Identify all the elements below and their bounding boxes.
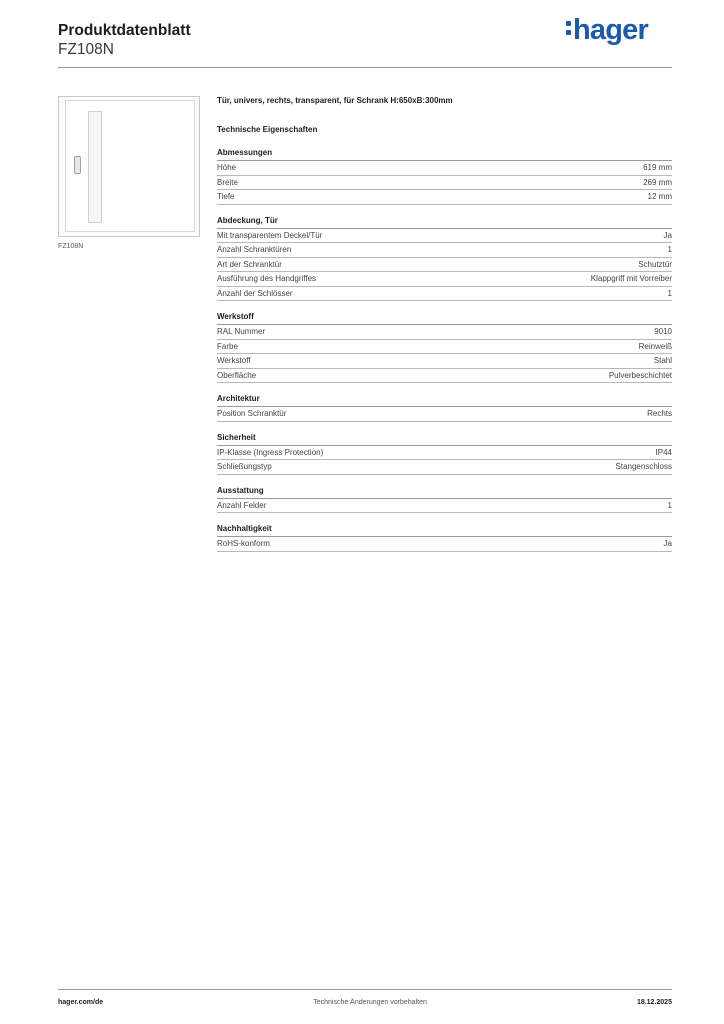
- property-label: Art der Schranktür: [217, 259, 282, 269]
- property-groups: [217, 147, 672, 552]
- property-value: 1: [667, 500, 672, 510]
- group-title: Sicherheit: [217, 432, 672, 446]
- logo-text: hager: [573, 14, 648, 46]
- property-label: RAL Nummer: [217, 327, 266, 336]
- technical-properties-title: Technische Eigenschaften: [217, 125, 318, 134]
- property-label: Tiefe: [217, 192, 235, 201]
- property-value: IP44: [655, 447, 672, 457]
- property-value: Klappgriff mit Vorreiber: [590, 274, 672, 283]
- property-row: [217, 369, 672, 384]
- property-label: Anzahl der Schlösser: [217, 288, 293, 298]
- product-code: FZ108N: [58, 41, 114, 58]
- property-value: Ja: [663, 539, 672, 548]
- image-caption: FZ108N: [58, 243, 84, 250]
- property-group: [217, 215, 672, 302]
- property-row: [217, 460, 672, 475]
- property-label: Breite: [217, 177, 238, 187]
- property-label: Farbe: [217, 341, 238, 351]
- property-row: [217, 446, 672, 461]
- property-row: [217, 176, 672, 191]
- property-label: Position Schranktür: [217, 409, 287, 418]
- property-row: [217, 499, 672, 514]
- property-value: Stangenschloss: [615, 462, 672, 471]
- property-value: Rechts: [647, 409, 672, 418]
- property-group: [217, 523, 672, 552]
- hager-logo: [566, 14, 648, 47]
- property-row: [217, 407, 672, 422]
- property-row: [217, 537, 672, 552]
- group-title: Werkstoff: [217, 311, 672, 325]
- logo-dots-icon: [566, 21, 572, 35]
- header-divider: [58, 67, 672, 68]
- property-label: RoHS-konform: [217, 539, 270, 548]
- door-handle-icon: [74, 156, 81, 174]
- footer-website[interactable]: hager.com/de: [58, 999, 104, 1006]
- document-header: [58, 21, 191, 59]
- group-title: Abmessungen: [217, 147, 672, 161]
- property-row: [217, 272, 672, 287]
- property-label: Werkstoff: [217, 356, 251, 365]
- property-value: 9010: [654, 327, 672, 336]
- group-title: Abdeckung, Tür: [217, 215, 672, 229]
- footer-date: 18.12.2025: [636, 999, 672, 1006]
- group-title: Ausstattung: [217, 485, 672, 499]
- property-row: [217, 243, 672, 258]
- property-label: Mit transparentem Deckel/Tür: [217, 230, 323, 240]
- property-row: [217, 258, 672, 273]
- group-title: Architektur: [217, 393, 672, 407]
- property-label: Anzahl Felder: [217, 500, 267, 510]
- property-label: Schließungstyp: [217, 462, 272, 471]
- property-value: 1: [667, 245, 672, 254]
- property-group: [217, 147, 672, 205]
- property-group: [217, 485, 672, 514]
- property-label: Anzahl Schranktüren: [217, 245, 292, 254]
- document-title: Produktdatenblatt: [58, 22, 191, 39]
- property-label: Höhe: [217, 163, 237, 172]
- property-row: [217, 354, 672, 369]
- property-value: 619 mm: [643, 163, 672, 172]
- property-row: [217, 340, 672, 355]
- property-label: Ausführung des Handgriffes: [217, 274, 317, 283]
- property-value: 1: [667, 288, 672, 298]
- property-label: Oberfläche: [217, 370, 257, 380]
- document-footer: [58, 999, 672, 1006]
- property-group: [217, 432, 672, 475]
- property-value: Pulverbeschichtet: [608, 370, 672, 380]
- datasheet-content: [217, 92, 672, 562]
- product-image: [58, 96, 200, 237]
- door-illustration: [65, 100, 195, 232]
- door-window: [88, 111, 102, 223]
- product-description: Tür, univers, rechts, transparent, für Schrank H:650xB:300mm: [217, 96, 453, 105]
- property-row: [217, 190, 672, 205]
- property-row: [217, 161, 672, 176]
- property-value: Stahl: [653, 356, 672, 365]
- footer-divider: [58, 989, 672, 990]
- property-group: [217, 311, 672, 383]
- property-label: IP-Klasse (Ingress Protection): [217, 447, 324, 457]
- property-group: [217, 393, 672, 422]
- group-title: Nachhaltigkeit: [217, 523, 672, 537]
- footer-notice: Technische Änderungen vorbehalten: [313, 999, 427, 1006]
- property-value: Reinweiß: [638, 341, 672, 351]
- property-value: 12 mm: [647, 192, 672, 201]
- property-row: [217, 229, 672, 244]
- property-row: [217, 325, 672, 340]
- property-row: [217, 287, 672, 302]
- property-value: Schutztür: [638, 259, 672, 269]
- property-value: 269 mm: [643, 177, 672, 187]
- property-value: Ja: [663, 230, 672, 240]
